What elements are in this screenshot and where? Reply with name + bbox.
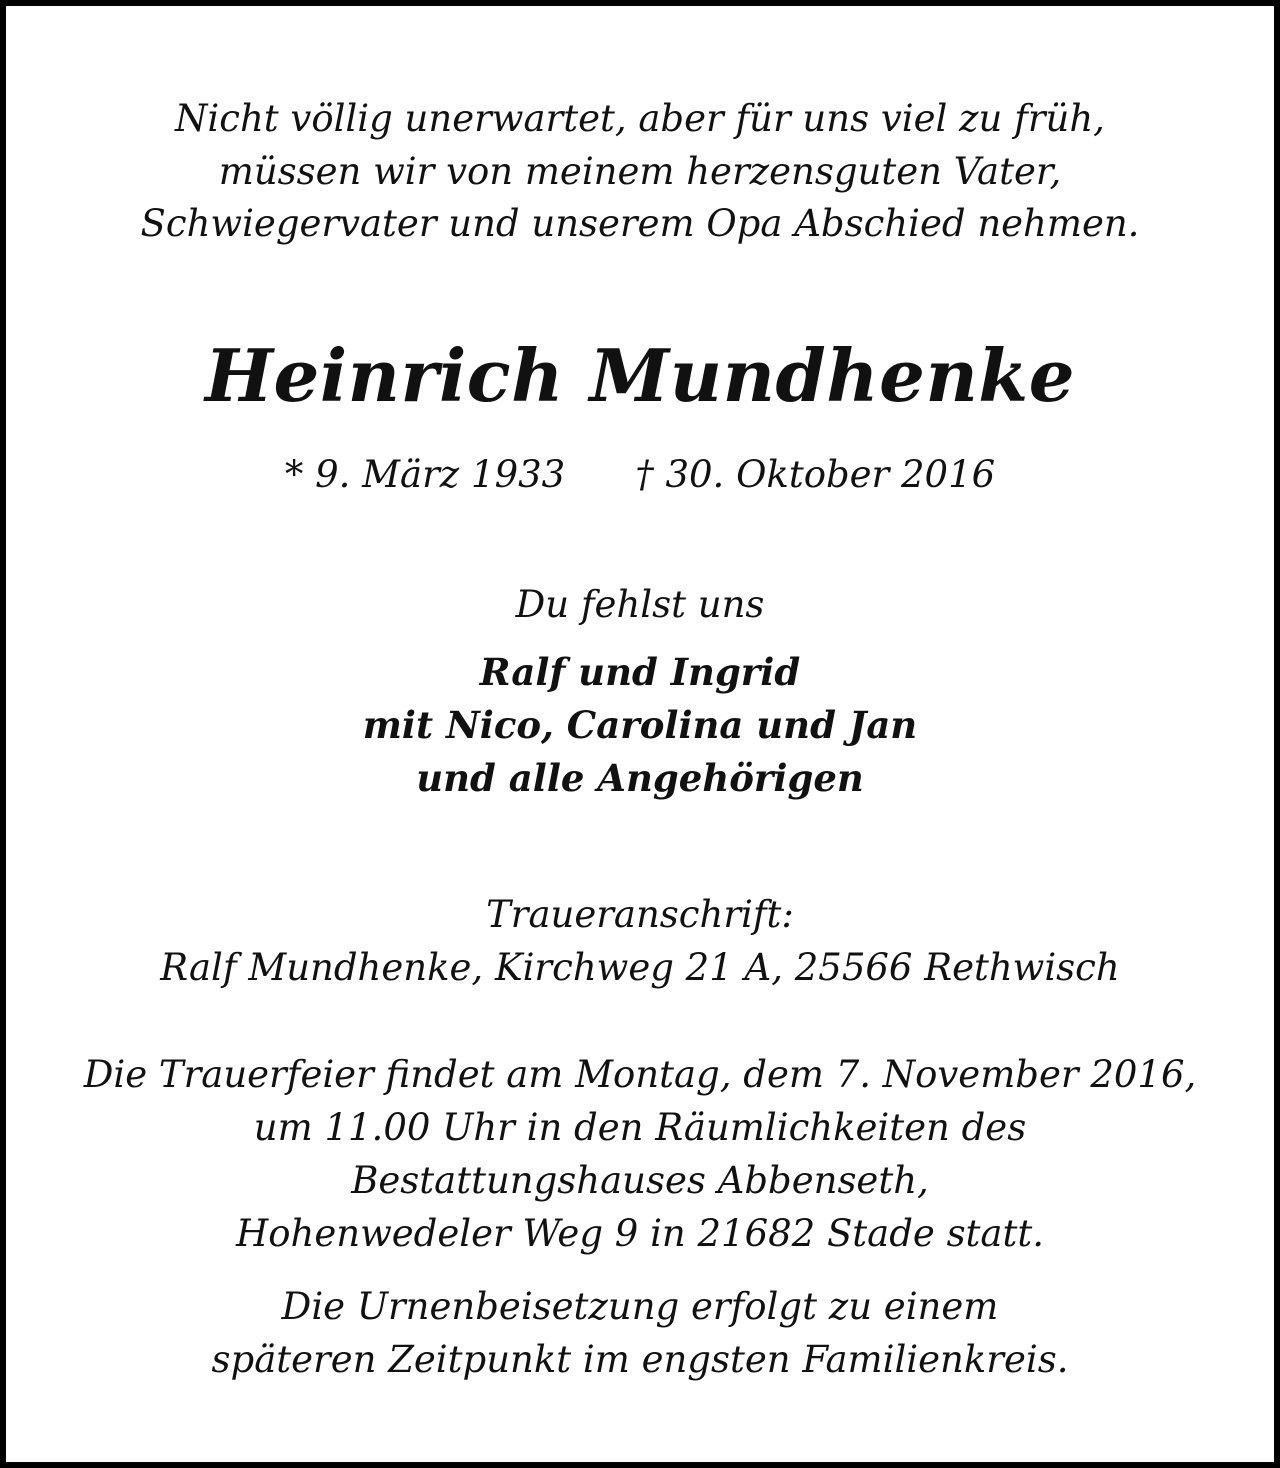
burial-line-1: Die Urnenbeisetzung erfolgt zu einem — [281, 1285, 999, 1328]
service-line-3: Bestattungshauses Abbenseth, — [351, 1159, 929, 1202]
service-line-2: um 11.00 Uhr in den Räumlichkeiten des — [253, 1106, 1027, 1149]
farewell-line: Du fehlst uns — [515, 583, 765, 626]
address-text: Ralf Mundhenke, Kirchweg 21 A, 25566 Rethwisch — [160, 946, 1120, 989]
intro-line-2: müssen wir von meinem herzensguten Vater, — [218, 150, 1062, 193]
death-date: † 30. Oktober 2016 — [635, 453, 996, 496]
service-line-4: Hohenwedeler Weg 9 in 21682 Stade statt. — [235, 1212, 1044, 1255]
family-line-1: Ralf und Ingrid — [479, 650, 801, 694]
intro-line-1: Nicht völlig unerwartet, aber für uns viel zu früh, — [175, 97, 1105, 140]
address-label: Traueranschrift: — [486, 893, 794, 936]
intro-line-3: Schwiegervater und unserem Opa Abschied nehmen. — [140, 202, 1140, 245]
deceased-name: Heinrich Mundhenke — [204, 333, 1075, 418]
family-line-2: mit Nico, Carolina und Jan — [362, 703, 918, 747]
life-dates — [6, 453, 1274, 496]
family-line-3: und alle Angehörigen — [416, 756, 864, 800]
birth-date: * 9. März 1933 — [284, 453, 566, 496]
burial-line-2: späteren Zeitpunkt im engsten Familienkreis. — [211, 1338, 1069, 1381]
service-line-1: Die Trauerfeier findet am Montag, dem 7. November 2016, — [83, 1053, 1197, 1096]
